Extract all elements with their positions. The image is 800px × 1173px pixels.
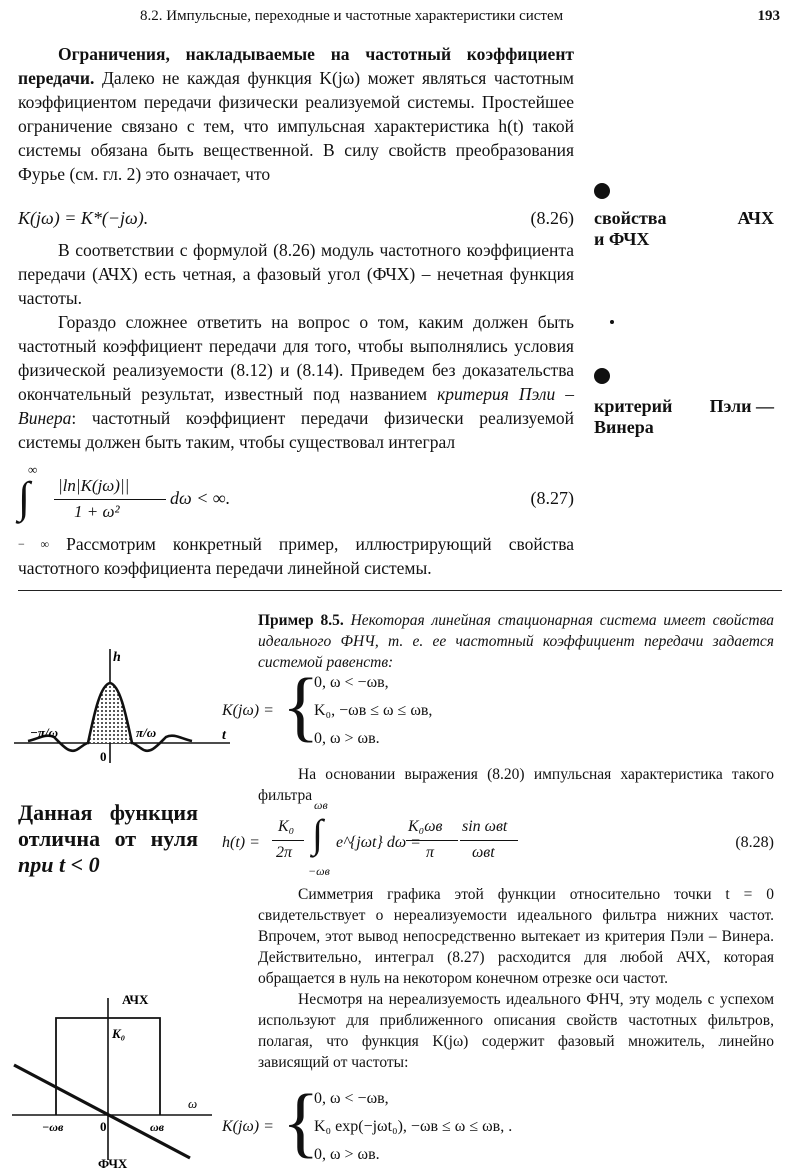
paragraph-2: В соответствии с формулой (8.26) модуль частотного коэффициента передачи (АЧХ) есть четная, а фазовый угол (ФЧХ) – нечетная функция частоты. [18,240,574,308]
h-integrand: e^{jωt} dω = [336,834,421,851]
caption-line-1: Данная функция [18,800,198,825]
main-text-block-3 [18,532,574,580]
h-frac-bar-1 [272,840,304,841]
achx-label: АЧХ [122,992,149,1007]
paragraph-3-c: : частотный коэффициент передачи физически реализуемой системы должен быть таким, чтобы существовал интеграл [18,408,574,452]
margin-note-1-a: свойства [594,208,667,228]
fig1-h-label: h [113,650,121,665]
neg-omega-label: −ωв [42,1120,64,1134]
margin-bullet-2 [594,368,610,384]
fchx-label: ФЧХ [98,1156,128,1170]
pfc-line [14,1065,190,1158]
k-lhs-1: K(jω) = [222,702,274,719]
h-lower-limit: −ωв [308,864,330,878]
case-1-1: 0, ω < −ωв, [314,674,389,691]
paragraph-impulse: На основании выражения (8.20) импульсная характеристика такого фильтра [258,766,774,804]
k0-label: K₀ [112,1026,126,1041]
paragraph-symmetry: Симметрия графика этой функции относительно точки t = 0 свидетельствует о нереализуемости идеального фильтра нижних частот. Впрочем, этот вывод непосредственно вытекает из критерия Пэли – Винера. Действительно, интеграл (8.27) расходится для любой АЧХ, которая обращается в нуль на некотором конечном отрезке оси частот. [258,886,774,987]
margin-note-1-c: и ФЧХ [594,229,650,249]
eq27-denominator: 1 + ω² [74,502,120,521]
brace-2: { [282,1078,320,1165]
h-2pi: 2π [276,844,293,861]
h-sin: sin ωвt [462,818,508,835]
margin-note-1-b: АЧХ [737,208,774,228]
system-equation-2 [222,1078,774,1172]
fig1-zero-label: 0 [100,749,107,764]
margin-note-2-c: Винера [594,417,654,437]
fig1-right-label: π/ω [136,725,157,740]
main-text-block-1 [18,42,574,186]
margin-note-2-b: Пэли — [709,396,774,416]
paragraph-4 [18,532,574,580]
equation-8-27 [18,462,574,532]
case-1-3: 0, ω > ωв. [314,730,380,747]
example-lead: Пример 8.5. [258,612,344,629]
integral-upper-limit: ∞ [28,462,38,477]
h-frac-bar-2 [406,840,458,841]
margin-speck [610,320,614,324]
equation-8-28 [222,798,774,878]
h-upper-limit: ωв [314,798,328,812]
case-2-1: 0, ω < −ωв, [314,1090,389,1107]
example-text-a [258,764,774,806]
example-text-b [258,884,774,1073]
margin-note-1 [594,208,774,250]
paragraph-model: Несмотря на нереализуемость идеального ФНЧ, эту модель с успехом используют для приближенного описания свойств частотных фильтров, полагая, что функция K(jω) содержит фазовый множитель, линейно зависящий от частоты: [258,991,774,1071]
example-text: Некоторая линейная стационарная система имеет свойства идеального ФНЧ, т. е. ее частотный коэффициент передачи задается системой равенств: [258,612,774,671]
case-2-3: 0, ω > ωв. [314,1146,380,1163]
paragraph-3 [18,310,574,454]
equation-8-26-body: K(jω) = K*(−jω). [18,208,149,228]
fig1-left-label: −π/ω [30,725,58,740]
equation-8-26 [18,208,574,229]
header-title: 8.2. Импульсные, переходные и частотные характеристики систем [140,8,564,24]
eq27-fraction-bar [54,499,166,500]
pos-omega-label: ωв [150,1120,165,1134]
paragraph-1-lead: Ограничения, накладываемые на частотный коэффициент передачи. [18,44,574,88]
omega-label: ω [188,1096,198,1111]
eq27-tail: dω < ∞. [170,488,231,508]
margin-note-2 [594,396,774,438]
figure-1-caption [18,800,198,878]
integral-lower-limit: − ∞ [18,537,50,551]
h-pi: π [426,844,435,861]
brace-1: { [282,662,320,749]
h-k0: K₀ [278,818,295,835]
h-lhs: h(t) = [222,834,260,851]
lpf-response-figure [8,990,218,1170]
paragraph-3-term: критерия Пэли – Винера [18,384,574,428]
caption-line-3: при t < 0 [18,852,100,877]
fig2-zero-label: 0 [100,1119,107,1134]
example-8-5-intro [258,610,774,673]
h-k0w: K₀ωв [408,818,443,835]
paragraph-4-text: Рассмотрим конкретный пример, иллюстрирующий свойства частотного коэффициента передачи линейной системы. [18,534,575,578]
equation-8-27-number: (8.27) [530,488,574,508]
eq27-numerator: |ln|K(jω)|| [58,476,130,495]
case-2-2: K₀ exp(−jωt₀), −ωв ≤ ω ≤ ωв, . [314,1118,513,1135]
equation-8-26-number: (8.26) [530,208,574,228]
main-text-block-2 [18,238,574,454]
paragraph-1-text: Далеко не каждая функция K(jω) может являться частотным коэффициентом передачи физически реализуемой системы. Простейшее ограничение связано с тем, что импульсная характеристика h(t) такой системы обязана быть вещественной. В силу свойств преобразования Фурье (см. гл. 2) это означает, что [18,68,574,184]
impulse-response-figure [8,645,238,770]
k-lhs-2: K(jω) = [222,1118,274,1135]
equation-8-28-number: (8.28) [735,834,774,851]
paragraph-1 [18,42,574,186]
case-1-2: K₀, −ωв ≤ ω ≤ ωв, [314,702,433,719]
example-paragraph [258,610,774,673]
section-divider [18,590,782,591]
fig1-t-label: t [222,728,226,743]
h-integral-sign: ∫ [312,811,323,856]
h-frac-bar-3 [460,840,518,841]
integral-sign: ∫ [18,473,31,522]
margin-bullet-1 [594,183,610,199]
paragraph-3-a: Гораздо сложнее ответить на вопрос о том, каким должен быть частотный коэффициент передачи для того, чтобы выполнялись условия физической реализуемости (8.12) и (8.14). Приведем без доказательства окончательный результат, известный под названием [18,312,574,404]
system-equation-1 [222,662,522,754]
h-wt: ωвt [472,844,495,861]
page-number: 193 [757,8,780,24]
caption-line-2: отлична от нуля [18,826,198,851]
margin-note-2-a: критерий [594,396,673,416]
